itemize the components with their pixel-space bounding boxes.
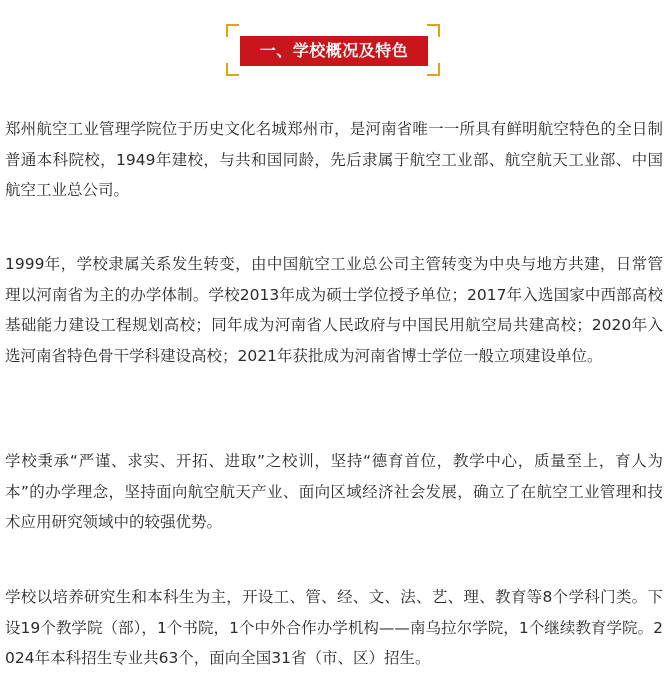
section-heading: 一、学校概况及特色 [240, 36, 428, 66]
section-heading-frame [226, 24, 440, 76]
frame-corner-top-right [427, 24, 440, 37]
paragraph-disciplines: 学校以培养研究生和本科生为主，开设工、管、经、文、法、艺、理、教育等8个学科门类。下设19个教学院（部），1个书院，1个中外合作办学机构——南乌拉尔学院，1个继续教育学院。2024年本科招生专业共63个，面向全国31省（市、区）招生。 [5, 588, 663, 668]
paragraph-motto: 学校秉承“严谨、求实、开拓、进取”之校训，坚持“德育首位，教学中心，质量至上，育人为本”的办学理念，坚持面向航空航天产业、面向区域经济社会发展，确立了在航空工业管理和技术应用研究领域中的较强优势。 [5, 452, 663, 532]
frame-corner-bottom-left [226, 63, 239, 76]
frame-corner-bottom-right [427, 63, 440, 76]
frame-corner-top-left [226, 24, 239, 37]
paragraph-development: 1999年，学校隶属关系发生转变，由中国航空工业总公司主管转变为中央与地方共建，日常管理以河南省为主的办学体制。学校2013年成为硕士学位授予单位；2017年入选国家中西部高校基础能力建设工程规划高校；同年成为河南省人民政府与中国民用航空局共建高校；2020年入选河南省特色骨干学科建设高校；2021年获批成为河南省博士学位一般立项建设单位。 [5, 255, 663, 366]
paragraph-history: 郑州航空工业管理学院位于历史文化名城郑州市，是河南省唯一一所具有鲜明航空特色的全日制普通本科院校，1949年建校，与共和国同龄，先后隶属于航空工业部、航空航天工业部、中国航空工业总公司。 [5, 120, 663, 200]
